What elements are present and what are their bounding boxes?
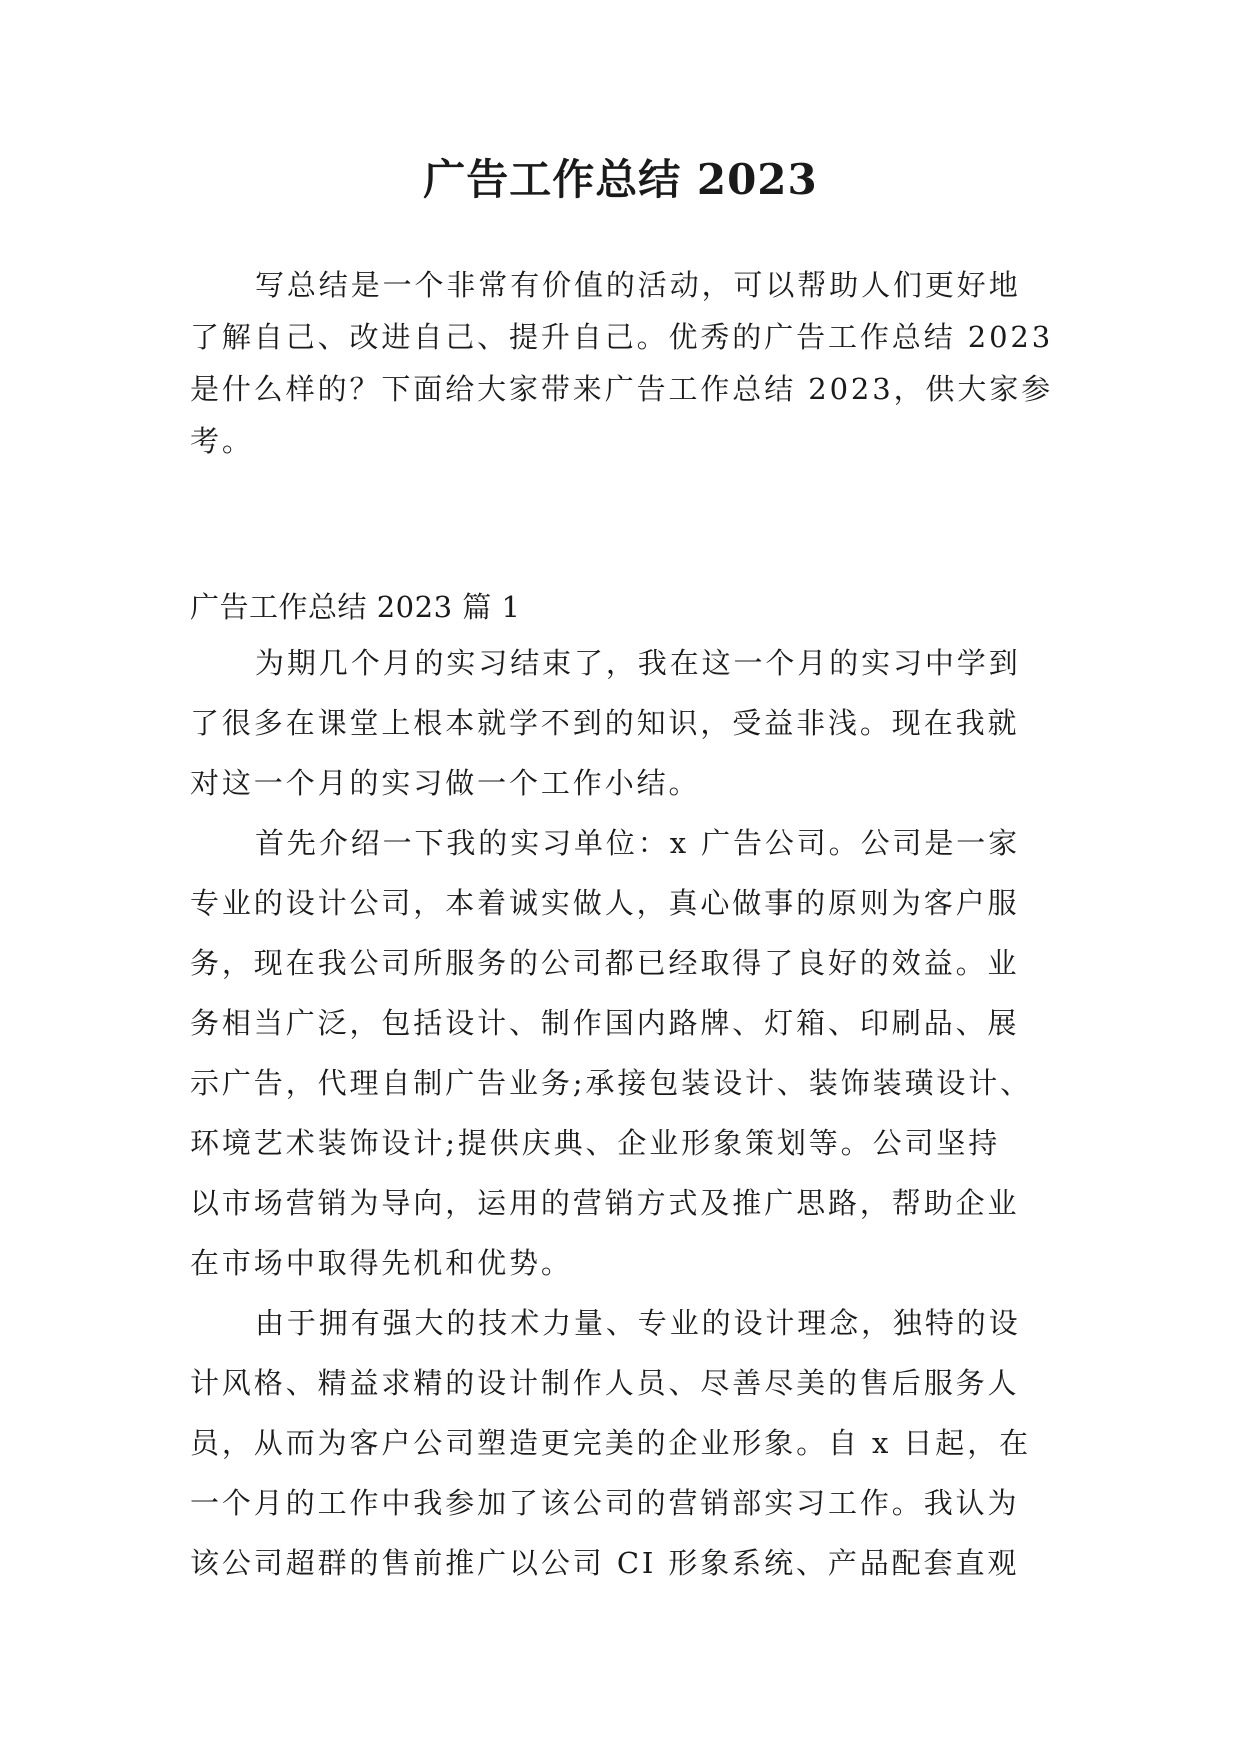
paragraph-line: 专业的设计公司，本着诚实做人，真心做事的原则为客户服 (190, 886, 1020, 920)
paragraph-line: 在市场中取得先机和优势。 (190, 1246, 573, 1280)
paragraph-line: 计风格、精益求精的设计制作人员、尽善尽美的售后服务人 (190, 1366, 1020, 1400)
paragraph-line: 了很多在课堂上根本就学不到的知识，受益非浅。现在我就 (190, 706, 1020, 740)
paragraph-line: 示广告，代理自制广告业务;承接包装设计、装饰装璜设计、 (190, 1066, 1033, 1100)
paragraph-line: 由于拥有强大的技术力量、专业的设计理念，独特的设 (255, 1306, 1021, 1340)
paragraph-line: 以市场营销为导向，运用的营销方式及推广思路，帮助企业 (190, 1186, 1020, 1220)
intro-line: 写总结是一个非常有价值的活动，可以帮助人们更好地 (255, 268, 1021, 302)
document-title: 广告工作总结 2023 (423, 155, 818, 204)
intro-line: 考。 (190, 424, 254, 458)
intro-line: 是什么样的？下面给大家带来广告工作总结 2023，供大家参 (190, 372, 1054, 406)
paragraph-line: 该公司超群的售前推广以公司 CI 形象系统、产品配套直观 (190, 1546, 1020, 1580)
paragraph-line: 务，现在我公司所服务的公司都已经取得了良好的效益。业 (190, 946, 1020, 980)
paragraph-line: 员，从而为客户公司塑造更完美的企业形象。自 x 日起，在 (190, 1426, 1031, 1460)
paragraph-line: 一个月的工作中我参加了该公司的营销部实习工作。我认为 (190, 1486, 1020, 1520)
paragraph-line: 环境艺术装饰设计;提供庆典、企业形象策划等。公司坚持 (190, 1126, 1001, 1160)
paragraph-line: 首先介绍一下我的实习单位：x 广告公司。公司是一家 (255, 826, 1021, 860)
intro-line: 了解自己、改进自己、提升自己。优秀的广告工作总结 2023 (190, 320, 1054, 354)
paragraph-line: 务相当广泛，包括设计、制作国内路牌、灯箱、印刷品、展 (190, 1006, 1020, 1040)
paragraph-line: 为期几个月的实习结束了，我在这一个月的实习中学到 (255, 646, 1021, 680)
paragraph-line: 对这一个月的实习做一个工作小结。 (190, 766, 701, 800)
section-heading: 广告工作总结 2023 篇 1 (190, 590, 521, 624)
